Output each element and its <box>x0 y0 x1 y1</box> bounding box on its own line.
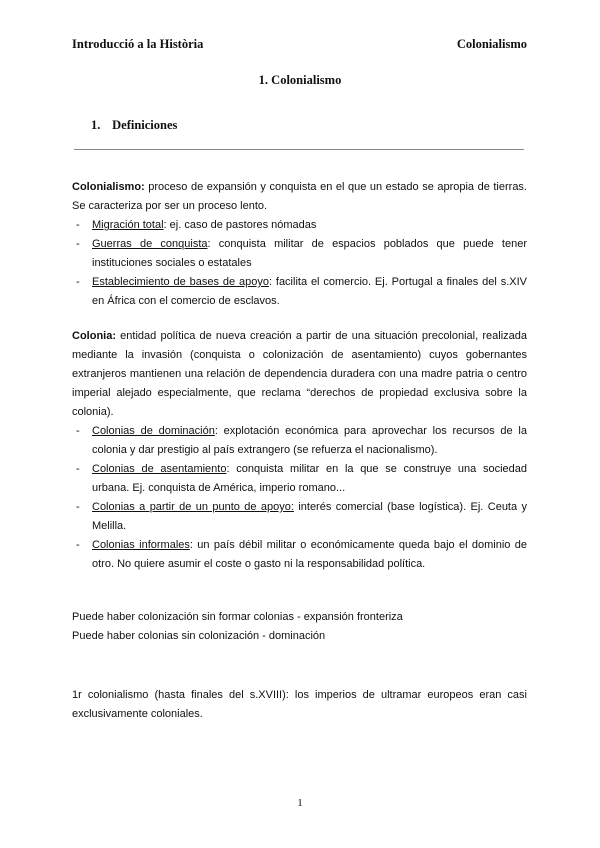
document-title: 1. Colonialismo <box>258 73 342 87</box>
section-title: Definiciones <box>112 118 178 132</box>
list-item-term: Colonias informales <box>92 539 190 551</box>
list-item: - Establecimiento de bases de apoyo: facilita el comercio. Ej. Portugal a finales del s.XIV en África con el comercio de esclavos. <box>76 276 527 307</box>
list-item: - Colonias a partir de un punto de apoyo: interés comercial (base logística). Ej. Ceuta y Melilla. <box>76 501 527 532</box>
colonia-term: Colonia: <box>72 330 116 342</box>
list-item: - Colonias de asentamiento: conquista militar en la que se construye una sociedad urbana. Ej. conquista de América, imperio romano... <box>76 463 527 494</box>
header-course-title: Introducció a la Història <box>72 37 204 51</box>
list-item-term: Colonias de asentamiento <box>92 463 227 475</box>
colonialismo-text: proceso de expansión y conquista en el que un estado se apropia de tierras. Se caracteriza por ser un proceso lento. <box>72 181 527 212</box>
colonialismo-term: Colonialismo: <box>72 181 145 193</box>
note-line: Puede haber colonización sin formar colonias - expansión fronteriza <box>72 611 403 623</box>
closing-paragraph: 1r colonialismo (hasta finales del s.XVIII): los imperios de ultramar europeos eran casi exclusivamente coloniales. <box>72 689 527 720</box>
list-item-term: Guerras de conquista <box>92 238 208 250</box>
list-item-text: : facilita el comercio. Ej. Portugal a finales del s.XIV en África con el comercio de esclavos. <box>92 276 527 307</box>
list-item-text: : conquista militar de espacios poblados que puede tener instituciones sociales o estatales <box>92 238 528 269</box>
note-line: Puede haber colonias sin colonización - dominación <box>72 630 326 642</box>
colonia-text: entidad política de nueva creación a partir de una situación precolonial, realizada mediante la invasión (conquista o colonización de asentamiento) cuyos gobernantes extranjeros mantienen una relación de dependencia duradera con una madre patria o centro imperial alejado especialmente, que reclama “derechos de propiedad exclusiva sobre la colonia). <box>72 330 527 418</box>
list-item-term: Migración total <box>92 219 164 231</box>
list-item-text: : explotación económica para aprovechar los recursos de la colonia y dar prestigio al país extrangero (se refuerza el nacionalismo). <box>92 425 527 456</box>
header-topic: Colonialismo <box>456 37 527 51</box>
section-number: 1. <box>91 118 101 132</box>
list-item-text: interés comercial (base logística). Ej. Ceuta y Melilla. <box>92 501 527 532</box>
page-number: 1 <box>297 797 303 809</box>
list-item-text: : un país débil militar o económicamente queda bajo el dominio de otro. No quiere asumir el coste o gasto ni la responsabilidad política. <box>92 539 527 570</box>
list-item-term: Establecimiento de bases de apoyo <box>92 276 269 288</box>
list-item-text: : ej. caso de pastores nómadas <box>163 219 317 231</box>
list-item-term: Colonias a partir de un punto de apoyo: <box>92 501 294 513</box>
document-body <box>72 178 527 724</box>
list-item: - Colonias de dominación: explotación económica para aprovechar los recursos de la colonia y dar prestigio al país extrangero (se refuerza el nacionalismo). <box>76 425 527 456</box>
colonialismo-definition <box>72 178 527 216</box>
section-heading <box>91 118 177 133</box>
list-item-term: Colonias de dominación <box>92 425 215 437</box>
list-item-text: : conquista militar en la que se construye una sociedad urbana. Ej. conquista de América, imperio romano... <box>92 463 527 494</box>
section-divider <box>74 149 524 150</box>
colonialismo-list <box>72 216 527 311</box>
list-item: - Colonias informales: un país débil militar o económicamente queda bajo el dominio de otro. No quiere asumir el coste o gasto ni la responsabilidad política. <box>76 539 527 570</box>
list-item: - Migración total: ej. caso de pastores nómadas <box>76 219 317 231</box>
colonia-list <box>72 422 527 574</box>
list-item: - Guerras de conquista: conquista militar de espacios poblados que puede tener instituciones sociales o estatales <box>76 238 528 269</box>
colonia-definition <box>72 327 527 422</box>
